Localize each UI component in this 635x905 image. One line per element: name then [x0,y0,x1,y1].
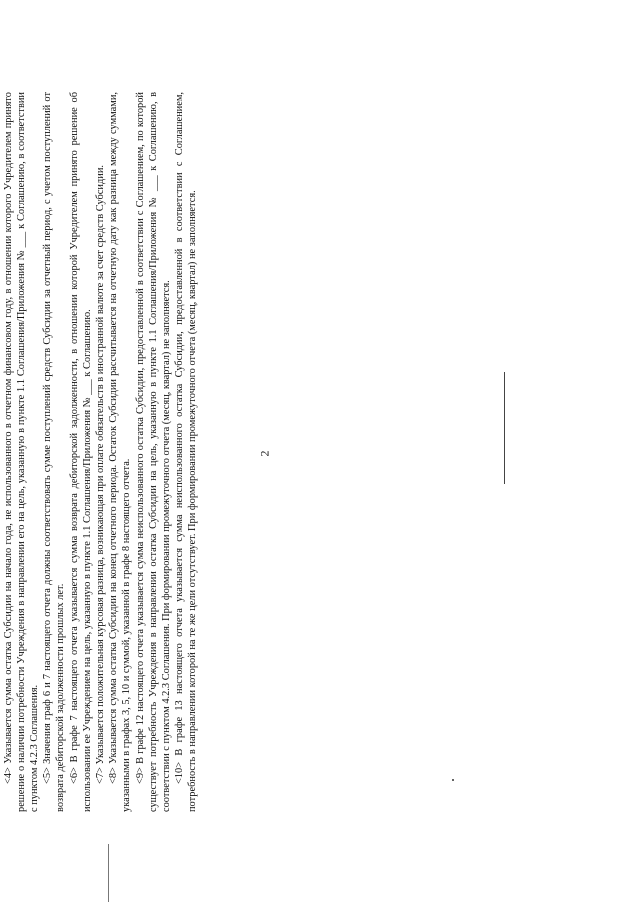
stray-mark [452,779,454,781]
footnote-6: <6> В графе 7 настоящего отчета указывается сумма возврата дебиторской задолженности, в отношении которой Учредителем принято решение об использовании ее Учреждением на цель, указанную в пункте 1.1 Соглашения/Приложения № ___ к Соглашению. [68,92,93,812]
footnote-8: <8> Указывается сумма остатка Субсидии на конец отчетного периода. Остаток Субсидии рассчитывается на отчетную дату как разница между суммами, указанными в графах 3, 5, 10 и суммой, указанной в графе 8 настоящего отчета. [108,92,133,812]
page-number: 2 [257,450,272,457]
margin-line [108,844,109,902]
footnote-10: <10> В графе 13 настоящего отчета указывается сумма неиспользованного остатка Субсидии, предоставленной в соответствии с Соглашением, потребность в направлении которой на те же цели отсутствует. При формировании промежуточного отчета (месяц, квартал) не заполняется. [174,92,199,812]
footnote-5: <5> Значения граф 6 и 7 настоящего отчета должны соответствовать сумме поступлений средств Субсидии за отчетный период, с учетом поступлений от возврата дебиторской задолженности прошлых лет. [42,92,67,812]
footnote-9: <9> В графе 12 настоящего отчета указывается сумма неиспользованного остатка Субсидии, предоставленной в соответствии с Соглашением, по которой существует потребность Учреждения в направлении остатка Субсидии на цель, указанную в пункте 1.1 Соглашения/Приложения № ___ к Соглашению, в соответствии с пунктом 4.2.3 Соглашения. При формировании промежуточного отчета (месяц, квартал) не заполняется. [134,92,173,812]
footnotes-block [0,92,200,812]
footnote-7: <7> Указывается положительная курсовая разница, возникающая при оплате обязательств в иностранной валюте за счет средств Субсидии. [95,165,107,784]
signature-line [504,372,505,484]
footnote-4: <4> Указывается сумма остатка Субсидии на начало года, не использованного в отчетном финансовом году, в отношении которого Учредителем принято решение о наличии потребности Учреждения в направлении его на цель, указанную в пункте 1.1 Соглашения/Приложения № ___ к Соглашению, в соответствии с пунктом 4.2.3 Соглашения. [2,92,41,812]
